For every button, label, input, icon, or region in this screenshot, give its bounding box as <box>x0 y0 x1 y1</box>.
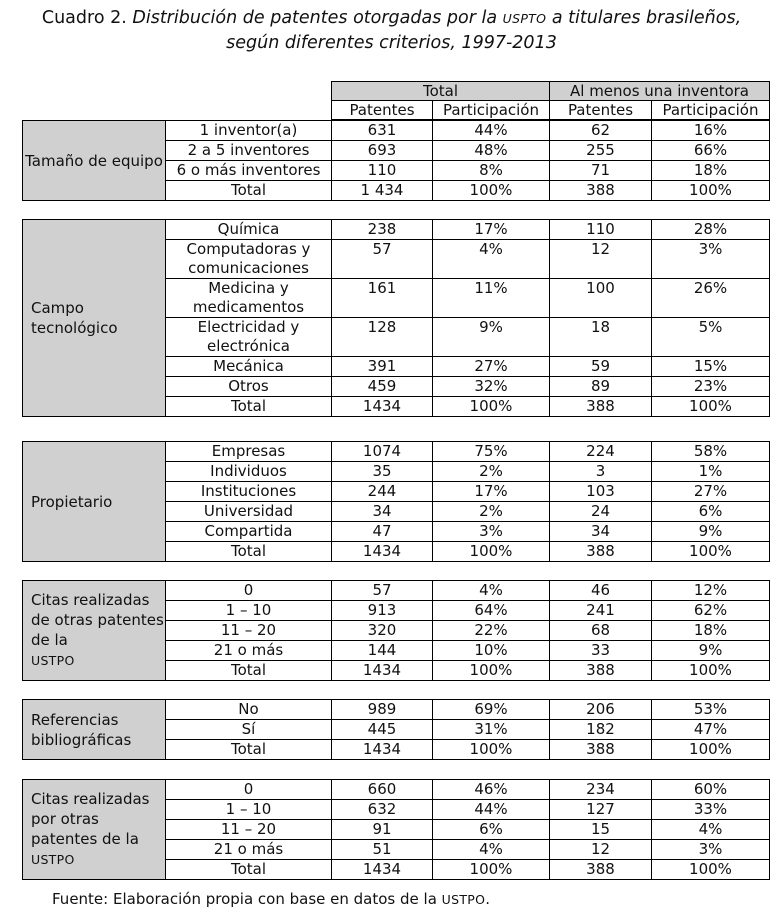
participacion-total: 17% <box>433 482 550 502</box>
criterion-cell: Total <box>166 661 332 681</box>
participacion-inventora: 9% <box>652 522 770 542</box>
section-table <box>22 580 770 681</box>
participacion-inventora: 3% <box>652 240 770 279</box>
patentes-inventora: 12 <box>550 840 652 860</box>
patentes-inventora: 68 <box>550 621 652 641</box>
patentes-total: 1434 <box>332 740 433 760</box>
patentes-total: 320 <box>332 621 433 641</box>
patentes-inventora: 15 <box>550 820 652 840</box>
patentes-inventora: 388 <box>550 542 652 562</box>
title-text-2: a titulares brasileños, <box>551 8 742 28</box>
participacion-total: 4% <box>433 240 550 279</box>
criterion-cell: No <box>166 700 332 720</box>
participacion-inventora: 62% <box>652 601 770 621</box>
patentes-inventora: 89 <box>550 377 652 397</box>
title-line-2-text: según diferentes criterios, 1997-2013 <box>226 33 557 53</box>
patentes-total: 1434 <box>332 397 433 417</box>
participacion-total: 32% <box>433 377 550 397</box>
patentes-inventora: 255 <box>550 141 652 161</box>
participacion-total: 44% <box>433 800 550 820</box>
participacion-inventora: 26% <box>652 279 770 318</box>
section-table <box>22 120 770 201</box>
header-inventora: Al menos una inventora <box>550 82 770 101</box>
title-line-1 <box>0 6 783 31</box>
criterion-cell: 1 – 10 <box>166 601 332 621</box>
participacion-inventora: 100% <box>652 860 770 880</box>
patentes-inventora: 62 <box>550 121 652 141</box>
participacion-inventora: 27% <box>652 482 770 502</box>
patentes-inventora: 241 <box>550 601 652 621</box>
table-row <box>23 780 770 800</box>
patentes-total: 34 <box>332 502 433 522</box>
patentes-inventora: 224 <box>550 442 652 462</box>
participacion-total: 4% <box>433 581 550 601</box>
participacion-inventora: 58% <box>652 442 770 462</box>
participacion-total: 100% <box>433 542 550 562</box>
participacion-total: 100% <box>433 181 550 201</box>
criterion-cell: Sí <box>166 720 332 740</box>
participacion-inventora: 66% <box>652 141 770 161</box>
participacion-total: 31% <box>433 720 550 740</box>
section-table <box>22 699 770 760</box>
criterion-cell: Medicina y medicamentos <box>166 279 332 318</box>
section-label <box>23 121 166 201</box>
participacion-total: 27% <box>433 357 550 377</box>
patentes-inventora: 103 <box>550 482 652 502</box>
patentes-total: 989 <box>332 700 433 720</box>
section-label <box>23 700 166 760</box>
criterion-cell: Universidad <box>166 502 332 522</box>
header-patentes-1: Patentes <box>332 101 433 120</box>
patentes-total: 632 <box>332 800 433 820</box>
patentes-total: 1434 <box>332 661 433 681</box>
source-text: Fuente: Elaboración propia con base en datos de la <box>52 890 437 908</box>
patentes-inventora: 59 <box>550 357 652 377</box>
criterion-cell: 6 o más inventores <box>166 161 332 181</box>
participacion-total: 100% <box>433 740 550 760</box>
source-note <box>52 890 490 908</box>
patentes-total: 459 <box>332 377 433 397</box>
criterion-cell: Instituciones <box>166 482 332 502</box>
participacion-inventora: 1% <box>652 462 770 482</box>
section-label-abbr: USTPO <box>31 653 75 668</box>
participacion-total: 17% <box>433 220 550 240</box>
patentes-total: 91 <box>332 820 433 840</box>
section-label-abbr: USTPO <box>31 852 75 867</box>
criterion-cell: Total <box>166 542 332 562</box>
participacion-total: 4% <box>433 840 550 860</box>
patentes-total: 51 <box>332 840 433 860</box>
patentes-total: 238 <box>332 220 433 240</box>
patentes-total: 693 <box>332 141 433 161</box>
participacion-inventora: 16% <box>652 121 770 141</box>
source-end: . <box>485 890 491 908</box>
title-line-2 <box>0 31 783 55</box>
patentes-inventora: 206 <box>550 700 652 720</box>
patentes-inventora: 33 <box>550 641 652 661</box>
criterion-cell: Otros <box>166 377 332 397</box>
patentes-inventora: 71 <box>550 161 652 181</box>
participacion-inventora: 100% <box>652 397 770 417</box>
patentes-total: 445 <box>332 720 433 740</box>
participacion-inventora: 23% <box>652 377 770 397</box>
section-label <box>23 220 166 417</box>
participacion-total: 100% <box>433 397 550 417</box>
section-table <box>22 441 770 562</box>
participacion-total: 44% <box>433 121 550 141</box>
section-label-text: Referencias bibliográficas <box>31 710 132 749</box>
title-text: Distribución de patentes otorgadas por la <box>132 8 498 28</box>
participacion-inventora: 4% <box>652 820 770 840</box>
patentes-inventora: 388 <box>550 181 652 201</box>
section-label-text: Citas realizadas por otras patentes de la <box>31 790 150 848</box>
table-title <box>0 6 783 55</box>
participacion-inventora: 47% <box>652 720 770 740</box>
patentes-inventora: 388 <box>550 740 652 760</box>
participacion-inventora: 33% <box>652 800 770 820</box>
criterion-cell: Computadoras y comunicaciones <box>166 240 332 279</box>
participacion-total: 11% <box>433 279 550 318</box>
header-participacion-2: Participación <box>652 101 770 120</box>
participacion-inventora: 18% <box>652 161 770 181</box>
patentes-total: 391 <box>332 357 433 377</box>
participacion-inventora: 6% <box>652 502 770 522</box>
participacion-total: 3% <box>433 522 550 542</box>
participacion-inventora: 5% <box>652 318 770 357</box>
participacion-inventora: 15% <box>652 357 770 377</box>
participacion-total: 6% <box>433 820 550 840</box>
patentes-total: 244 <box>332 482 433 502</box>
participacion-total: 9% <box>433 318 550 357</box>
criterion-cell: Total <box>166 181 332 201</box>
participacion-total: 2% <box>433 462 550 482</box>
participacion-inventora: 12% <box>652 581 770 601</box>
patentes-inventora: 34 <box>550 522 652 542</box>
section-table <box>22 219 770 417</box>
patentes-total: 1434 <box>332 860 433 880</box>
participacion-total: 75% <box>433 442 550 462</box>
participacion-total: 100% <box>433 661 550 681</box>
criterion-cell: Electricidad y electrónica <box>166 318 332 357</box>
section-label-text: Tamaño de equipo <box>25 151 163 170</box>
table-row <box>23 581 770 601</box>
participacion-total: 22% <box>433 621 550 641</box>
section-label <box>23 442 166 562</box>
participacion-inventora: 60% <box>652 780 770 800</box>
patentes-total: 110 <box>332 161 433 181</box>
participacion-total: 48% <box>433 141 550 161</box>
criterion-cell: Empresas <box>166 442 332 462</box>
participacion-total: 64% <box>433 601 550 621</box>
column-header <box>331 81 770 120</box>
table-row <box>23 220 770 240</box>
participacion-inventora: 18% <box>652 621 770 641</box>
criterion-cell: 21 o más <box>166 840 332 860</box>
criterion-cell: Compartida <box>166 522 332 542</box>
participacion-inventora: 28% <box>652 220 770 240</box>
patentes-inventora: 127 <box>550 800 652 820</box>
participacion-total: 100% <box>433 860 550 880</box>
patentes-total: 35 <box>332 462 433 482</box>
patentes-inventora: 18 <box>550 318 652 357</box>
patentes-inventora: 110 <box>550 220 652 240</box>
participacion-inventora: 9% <box>652 641 770 661</box>
table-row <box>23 121 770 141</box>
section-label-text: Campo tecnológico <box>31 299 118 337</box>
patentes-inventora: 388 <box>550 860 652 880</box>
patentes-total: 57 <box>332 581 433 601</box>
participacion-total: 2% <box>433 502 550 522</box>
section-label-text: Propietario <box>31 492 113 511</box>
section-label-text: Citas realizadas de otras patentes de la <box>31 591 164 649</box>
title-prefix: Cuadro 2. <box>41 8 127 28</box>
criterion-cell: Mecánica <box>166 357 332 377</box>
participacion-inventora: 100% <box>652 181 770 201</box>
patentes-total: 913 <box>332 601 433 621</box>
patentes-inventora: 234 <box>550 780 652 800</box>
patentes-total: 1 434 <box>332 181 433 201</box>
patentes-inventora: 12 <box>550 240 652 279</box>
patentes-total: 47 <box>332 522 433 542</box>
patentes-total: 128 <box>332 318 433 357</box>
header-total: Total <box>332 82 550 101</box>
patentes-total: 631 <box>332 121 433 141</box>
criterion-cell: Química <box>166 220 332 240</box>
criterion-cell: 1 inventor(a) <box>166 121 332 141</box>
source-abbr: USTPO <box>441 892 486 907</box>
participacion-inventora: 53% <box>652 700 770 720</box>
patentes-total: 1074 <box>332 442 433 462</box>
patentes-inventora: 100 <box>550 279 652 318</box>
patentes-total: 57 <box>332 240 433 279</box>
criterion-cell: 11 – 20 <box>166 820 332 840</box>
patentes-inventora: 24 <box>550 502 652 522</box>
criterion-cell: Total <box>166 740 332 760</box>
criterion-cell: 1 – 10 <box>166 800 332 820</box>
participacion-inventora: 3% <box>652 840 770 860</box>
patentes-total: 161 <box>332 279 433 318</box>
participacion-total: 46% <box>433 780 550 800</box>
criterion-cell: 11 – 20 <box>166 621 332 641</box>
participacion-total: 10% <box>433 641 550 661</box>
patentes-inventora: 182 <box>550 720 652 740</box>
participacion-inventora: 100% <box>652 661 770 681</box>
patentes-total: 144 <box>332 641 433 661</box>
participacion-total: 8% <box>433 161 550 181</box>
criterion-cell: Total <box>166 397 332 417</box>
table-row <box>23 700 770 720</box>
criterion-cell: 0 <box>166 780 332 800</box>
criterion-cell: Individuos <box>166 462 332 482</box>
header-patentes-2: Patentes <box>550 101 652 120</box>
patentes-inventora: 388 <box>550 661 652 681</box>
patentes-inventora: 46 <box>550 581 652 601</box>
section-table <box>22 779 770 880</box>
patentes-inventora: 388 <box>550 397 652 417</box>
section-label <box>23 581 166 681</box>
participacion-inventora: 100% <box>652 740 770 760</box>
patentes-inventora: 3 <box>550 462 652 482</box>
patentes-total: 660 <box>332 780 433 800</box>
section-label <box>23 780 166 880</box>
participacion-inventora: 100% <box>652 542 770 562</box>
patentes-total: 1434 <box>332 542 433 562</box>
criterion-cell: 21 o más <box>166 641 332 661</box>
title-abbr: USPTO <box>502 11 547 26</box>
table-row <box>23 442 770 462</box>
participacion-total: 69% <box>433 700 550 720</box>
criterion-cell: 0 <box>166 581 332 601</box>
criterion-cell: 2 a 5 inventores <box>166 141 332 161</box>
criterion-cell: Total <box>166 860 332 880</box>
header-participacion-1: Participación <box>433 101 550 120</box>
